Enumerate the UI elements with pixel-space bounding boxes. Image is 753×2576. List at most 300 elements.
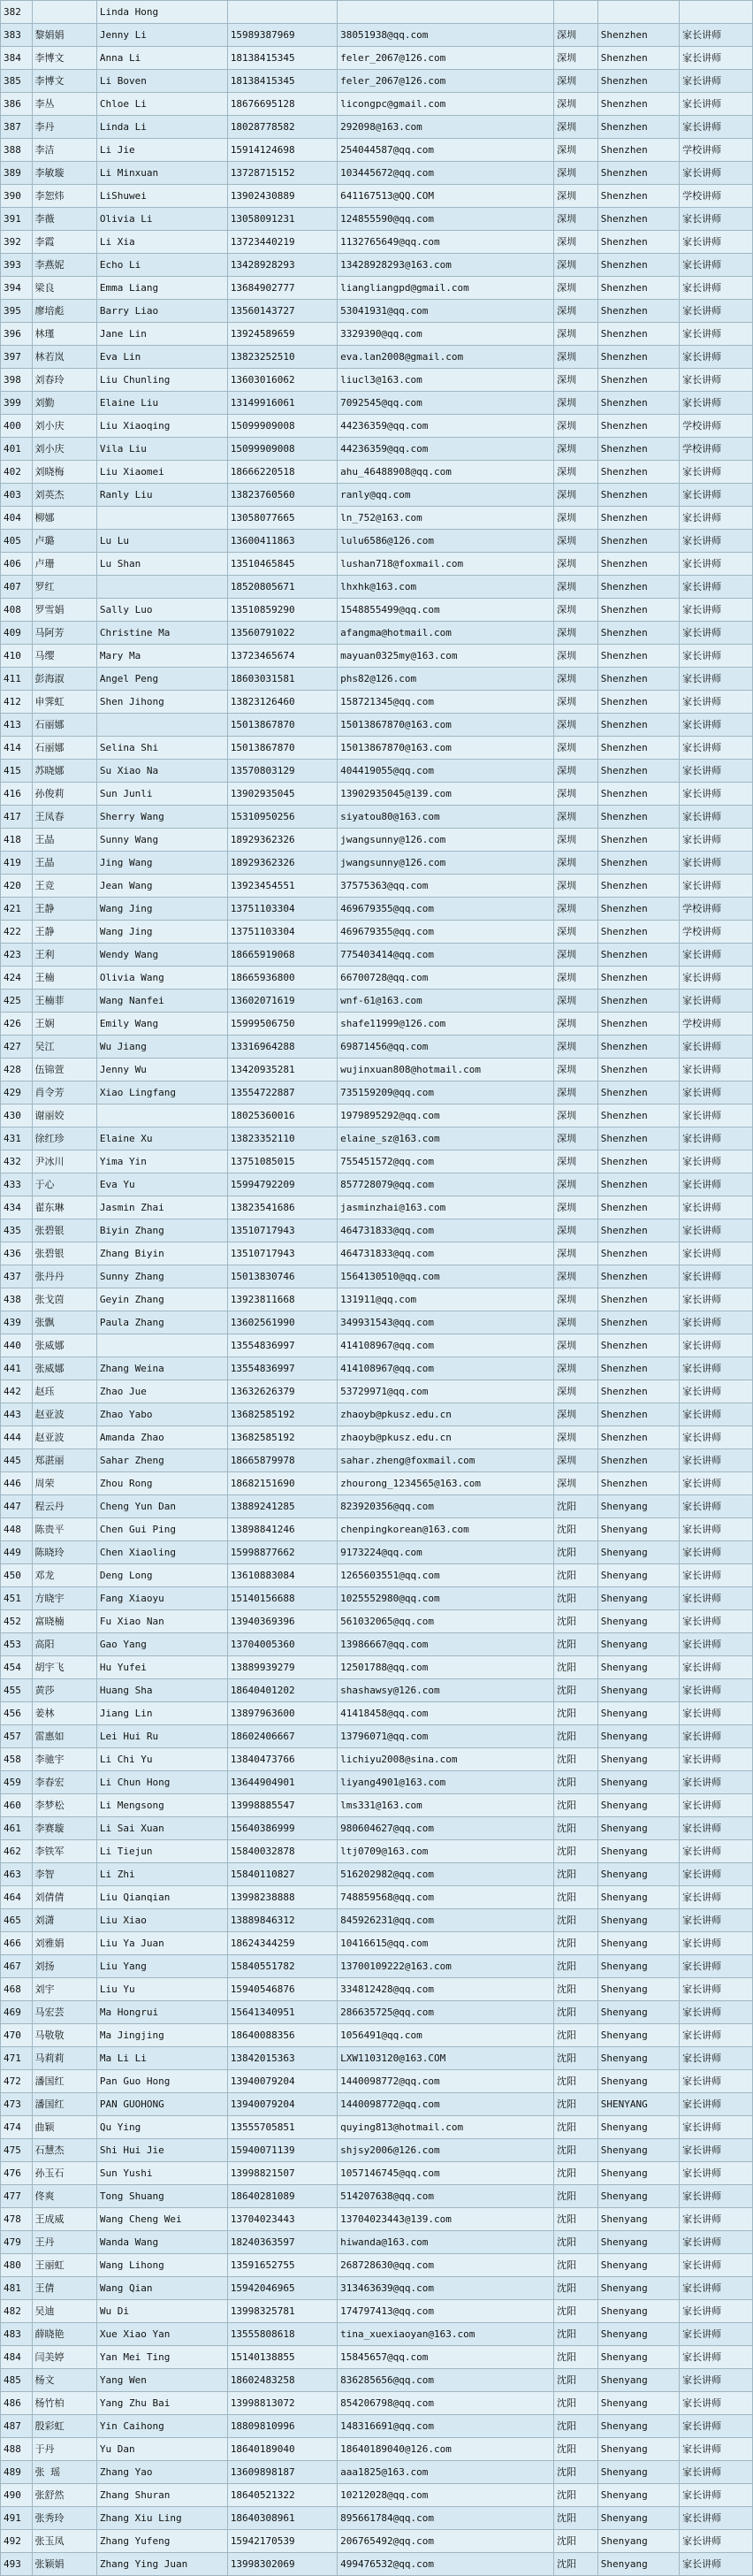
city-en-cell: Shenzhen: [597, 875, 679, 898]
table-row: [1, 1082, 753, 1105]
english-name-cell: Yu Dan: [96, 2438, 227, 2461]
role-cell: 家长讲师: [680, 2162, 753, 2185]
chinese-name-cell: 刘宇: [32, 1978, 96, 2001]
role-cell: 家长讲师: [680, 1311, 753, 1334]
table-row: [1, 323, 753, 346]
row-number-cell: 454: [1, 1656, 33, 1679]
city-en-cell: Shenyang: [597, 2415, 679, 2438]
row-number-cell: 485: [1, 2369, 33, 2392]
phone-cell: 15994792209: [227, 1173, 337, 1196]
row-number-cell: 449: [1, 1541, 33, 1564]
english-name-cell: Tong Shuang: [96, 2185, 227, 2208]
city-cn-cell: 沈阳: [554, 1909, 598, 1932]
email-cell: liangliangpd@gmail.com: [338, 277, 554, 300]
english-name-cell: Ranly Liu: [96, 484, 227, 507]
email-cell: 69871456@qq.com: [338, 1036, 554, 1059]
city-en-cell: Shenyang: [597, 2553, 679, 2576]
city-cn-cell: 沈阳: [554, 1656, 598, 1679]
chinese-name-cell: 苏晓娜: [32, 760, 96, 783]
english-name-cell: Chloe Li: [96, 93, 227, 116]
english-name-cell: Shen Jihong: [96, 691, 227, 714]
english-name-cell: Jean Wang: [96, 875, 227, 898]
city-cn-cell: 沈阳: [554, 2024, 598, 2047]
phone-cell: 13840473766: [227, 1748, 337, 1771]
english-name-cell: Huang Sha: [96, 1679, 227, 1702]
email-cell: 13704023443@139.com: [338, 2208, 554, 2231]
role-cell: 学校讲师: [680, 921, 753, 944]
table-row: [1, 2553, 753, 2576]
city-cn-cell: 沈阳: [554, 1541, 598, 1564]
table-row: [1, 2484, 753, 2507]
city-en-cell: Shenzhen: [597, 24, 679, 47]
english-name-cell: Li Minxuan: [96, 162, 227, 185]
chinese-name-cell: 林瑾: [32, 323, 96, 346]
phone-cell: 18603031581: [227, 668, 337, 691]
table-row: [1, 1863, 753, 1886]
phone-cell: 18682151690: [227, 1472, 337, 1495]
chinese-name-cell: 于丹: [32, 2438, 96, 2461]
table-row: [1, 2530, 753, 2553]
chinese-name-cell: 罗雪娟: [32, 599, 96, 622]
role-cell: [680, 1, 753, 24]
email-cell: 10212028@qq.com: [338, 2484, 554, 2507]
english-name-cell: Sally Luo: [96, 599, 227, 622]
email-cell: lms331@163.com: [338, 1794, 554, 1817]
city-en-cell: Shenzhen: [597, 967, 679, 990]
english-name-cell: Xue Xiao Yan: [96, 2323, 227, 2346]
english-name-cell: Li Jie: [96, 139, 227, 162]
table-row: [1, 1242, 753, 1265]
chinese-name-cell: 殷彩虹: [32, 2415, 96, 2438]
table-row: [1, 1932, 753, 1955]
city-cn-cell: 深圳: [554, 1036, 598, 1059]
chinese-name-cell: 王成威: [32, 2208, 96, 2231]
table-row: [1, 507, 753, 530]
role-cell: 家长讲师: [680, 967, 753, 990]
phone-cell: 18520805671: [227, 576, 337, 599]
email-cell: 514207638@qq.com: [338, 2185, 554, 2208]
row-number-cell: 462: [1, 1840, 33, 1863]
row-number-cell: 405: [1, 530, 33, 553]
city-cn-cell: 深圳: [554, 1059, 598, 1082]
table-row: [1, 2369, 753, 2392]
city-cn-cell: 沈阳: [554, 1955, 598, 1978]
role-cell: 家长讲师: [680, 2323, 753, 2346]
city-cn-cell: 深圳: [554, 553, 598, 576]
city-cn-cell: 深圳: [554, 1219, 598, 1242]
row-number-cell: 468: [1, 1978, 33, 2001]
role-cell: 家长讲师: [680, 1679, 753, 1702]
email-cell: ltj0709@163.com: [338, 1840, 554, 1863]
role-cell: 家长讲师: [680, 1059, 753, 1082]
row-number-cell: 396: [1, 323, 33, 346]
role-cell: 家长讲师: [680, 944, 753, 967]
english-name-cell: Xiao Lingfang: [96, 1082, 227, 1105]
table-row: [1, 2024, 753, 2047]
city-cn-cell: 深圳: [554, 530, 598, 553]
email-cell: afangma@hotmail.com: [338, 622, 554, 645]
row-number-cell: 393: [1, 254, 33, 277]
role-cell: 家长讲师: [680, 1932, 753, 1955]
role-cell: 家长讲师: [680, 1978, 753, 2001]
city-en-cell: Shenyang: [597, 2185, 679, 2208]
table-row: [1, 1426, 753, 1449]
english-name-cell: Li Xia: [96, 231, 227, 254]
row-number-cell: 384: [1, 47, 33, 70]
email-cell: 641167513@QQ.COM: [338, 185, 554, 208]
city-en-cell: Shenyang: [597, 2392, 679, 2415]
city-en-cell: Shenzhen: [597, 576, 679, 599]
role-cell: 家长讲师: [680, 484, 753, 507]
row-number-cell: 489: [1, 2461, 33, 2484]
city-cn-cell: 沈阳: [554, 2047, 598, 2070]
city-cn-cell: 深圳: [554, 1334, 598, 1357]
city-en-cell: Shenzhen: [597, 1059, 679, 1082]
chinese-name-cell: 吴迪: [32, 2300, 96, 2323]
chinese-name-cell: 孙玉石: [32, 2162, 96, 2185]
email-cell: 15013867870@163.com: [338, 737, 554, 760]
phone-cell: 15940071139: [227, 2139, 337, 2162]
role-cell: 家长讲师: [680, 1380, 753, 1403]
english-name-cell: Jane Lin: [96, 323, 227, 346]
table-row: [1, 1, 753, 24]
row-number-cell: 392: [1, 231, 33, 254]
email-cell: chenpingkorean@163.com: [338, 1518, 554, 1541]
city-en-cell: Shenyang: [597, 1518, 679, 1541]
phone-cell: 13998813072: [227, 2392, 337, 2415]
phone-cell: 13428928293: [227, 254, 337, 277]
table-row: [1, 1725, 753, 1748]
role-cell: 家长讲师: [680, 2553, 753, 2576]
email-cell: 292098@163.com: [338, 116, 554, 139]
email-cell: elaine_sz@163.com: [338, 1127, 554, 1150]
phone-cell: 15099909008: [227, 415, 337, 438]
row-number-cell: 394: [1, 277, 33, 300]
city-cn-cell: 深圳: [554, 1265, 598, 1288]
city-en-cell: Shenyang: [597, 1771, 679, 1794]
city-en-cell: Shenzhen: [597, 1150, 679, 1173]
english-name-cell: Shi Hui Jie: [96, 2139, 227, 2162]
email-cell: 469679355@qq.com: [338, 921, 554, 944]
row-number-cell: 391: [1, 208, 33, 231]
row-number-cell: 438: [1, 1288, 33, 1311]
city-en-cell: Shenzhen: [597, 1357, 679, 1380]
row-number-cell: 419: [1, 852, 33, 875]
table-row: [1, 599, 753, 622]
city-en-cell: Shenyang: [597, 1587, 679, 1610]
table-row: [1, 990, 753, 1013]
english-name-cell: Elaine Liu: [96, 392, 227, 415]
role-cell: 家长讲师: [680, 1173, 753, 1196]
chinese-name-cell: [32, 1, 96, 24]
city-cn-cell: 深圳: [554, 415, 598, 438]
city-en-cell: Shenzhen: [597, 530, 679, 553]
email-cell: 1564130510@qq.com: [338, 1265, 554, 1288]
role-cell: 家长讲师: [680, 2484, 753, 2507]
phone-cell: 13603016062: [227, 369, 337, 392]
english-name-cell: Linda Li: [96, 116, 227, 139]
email-cell: licongpc@gmail.com: [338, 93, 554, 116]
table-row: [1, 1955, 753, 1978]
role-cell: 家长讲师: [680, 2231, 753, 2254]
english-name-cell: Liu Chunling: [96, 369, 227, 392]
email-cell: 836285656@qq.com: [338, 2369, 554, 2392]
city-en-cell: Shenzhen: [597, 645, 679, 668]
row-number-cell: 440: [1, 1334, 33, 1357]
row-number-cell: 473: [1, 2093, 33, 2116]
row-number-cell: 409: [1, 622, 33, 645]
city-en-cell: Shenyang: [597, 1840, 679, 1863]
english-name-cell: Jing Wang: [96, 852, 227, 875]
city-en-cell: Shenzhen: [597, 553, 679, 576]
row-number-cell: 464: [1, 1886, 33, 1909]
email-cell: hiwanda@163.com: [338, 2231, 554, 2254]
city-en-cell: Shenzhen: [597, 162, 679, 185]
english-name-cell: Anna Li: [96, 47, 227, 70]
email-cell: zhourong_1234565@163.com: [338, 1472, 554, 1495]
email-cell: 748859568@qq.com: [338, 1886, 554, 1909]
email-cell: 12501788@qq.com: [338, 1656, 554, 1679]
english-name-cell: PAN GUOHONG: [96, 2093, 227, 2116]
role-cell: 家长讲师: [680, 277, 753, 300]
city-cn-cell: 深圳: [554, 1150, 598, 1173]
chinese-name-cell: 谢丽姣: [32, 1105, 96, 1127]
english-name-cell: Zhang Xiu Ling: [96, 2507, 227, 2530]
chinese-name-cell: 李丹: [32, 116, 96, 139]
row-number-cell: 406: [1, 553, 33, 576]
city-cn-cell: 沈阳: [554, 2185, 598, 2208]
city-cn-cell: 沈阳: [554, 2277, 598, 2300]
city-en-cell: Shenyang: [597, 1932, 679, 1955]
email-cell: 174797413@qq.com: [338, 2300, 554, 2323]
city-cn-cell: 沈阳: [554, 2507, 598, 2530]
role-cell: 家长讲师: [680, 737, 753, 760]
english-name-cell: Selina Shi: [96, 737, 227, 760]
table-row: [1, 1059, 753, 1082]
chinese-name-cell: 马宏芸: [32, 2001, 96, 2024]
phone-cell: 13823541686: [227, 1196, 337, 1219]
phone-cell: 13560791022: [227, 622, 337, 645]
chinese-name-cell: 张玉凤: [32, 2530, 96, 2553]
row-number-cell: 480: [1, 2254, 33, 2277]
english-name-cell: Vila Liu: [96, 438, 227, 461]
chinese-name-cell: 尹冰川: [32, 1150, 96, 1173]
city-cn-cell: 沈阳: [554, 1495, 598, 1518]
role-cell: 家长讲师: [680, 2530, 753, 2553]
city-cn-cell: 深圳: [554, 1242, 598, 1265]
table-row: [1, 944, 753, 967]
city-cn-cell: [554, 1, 598, 24]
city-en-cell: Shenyang: [597, 1656, 679, 1679]
english-name-cell: Sunny Wang: [96, 829, 227, 852]
phone-cell: 13555705851: [227, 2116, 337, 2139]
city-cn-cell: 深圳: [554, 1173, 598, 1196]
phone-cell: 18666220518: [227, 461, 337, 484]
row-number-cell: 441: [1, 1357, 33, 1380]
phone-cell: 13570803129: [227, 760, 337, 783]
email-cell: eva.lan2008@gmail.com: [338, 346, 554, 369]
email-cell: 44236359@qq.com: [338, 415, 554, 438]
role-cell: 家长讲师: [680, 2415, 753, 2438]
email-cell: ahu_46488908@qq.com: [338, 461, 554, 484]
city-en-cell: Shenyang: [597, 2438, 679, 2461]
city-cn-cell: 深圳: [554, 185, 598, 208]
city-cn-cell: 深圳: [554, 691, 598, 714]
city-en-cell: Shenzhen: [597, 714, 679, 737]
table-row: [1, 2001, 753, 2024]
city-en-cell: Shenzhen: [597, 1449, 679, 1472]
chinese-name-cell: 李洁: [32, 139, 96, 162]
city-en-cell: Shenzhen: [597, 116, 679, 139]
row-number-cell: 435: [1, 1219, 33, 1242]
phone-cell: 13823252510: [227, 346, 337, 369]
table-row: [1, 231, 753, 254]
phone-cell: 13998821507: [227, 2162, 337, 2185]
city-en-cell: Shenyang: [597, 2346, 679, 2369]
english-name-cell: Elaine Xu: [96, 1127, 227, 1150]
english-name-cell: Olivia Wang: [96, 967, 227, 990]
role-cell: 家长讲师: [680, 231, 753, 254]
table-row: [1, 47, 753, 70]
email-cell: lushan718@foxmail.com: [338, 553, 554, 576]
city-cn-cell: 沈阳: [554, 1679, 598, 1702]
table-row: [1, 1656, 753, 1679]
table-row: [1, 1840, 753, 1863]
phone-cell: 13510717943: [227, 1242, 337, 1265]
city-cn-cell: 沈阳: [554, 1932, 598, 1955]
email-cell: 404419055@qq.com: [338, 760, 554, 783]
english-name-cell: Sahar Zheng: [96, 1449, 227, 1472]
chinese-name-cell: 闫美婷: [32, 2346, 96, 2369]
email-cell: shashawsy@126.com: [338, 1679, 554, 1702]
english-name-cell: Li Mengsong: [96, 1794, 227, 1817]
english-name-cell: [96, 1105, 227, 1127]
city-cn-cell: 沈阳: [554, 1771, 598, 1794]
table-row: [1, 1794, 753, 1817]
role-cell: 家长讲师: [680, 461, 753, 484]
phone-cell: 15310950256: [227, 806, 337, 829]
chinese-name-cell: 王竞: [32, 875, 96, 898]
phone-cell: 15099909008: [227, 438, 337, 461]
phone-cell: 13602071619: [227, 990, 337, 1013]
english-name-cell: Mary Ma: [96, 645, 227, 668]
city-cn-cell: 深圳: [554, 323, 598, 346]
phone-cell: 13940079204: [227, 2070, 337, 2093]
role-cell: 家长讲师: [680, 1403, 753, 1426]
row-number-cell: 389: [1, 162, 33, 185]
email-cell: 1548855499@qq.com: [338, 599, 554, 622]
city-en-cell: Shenzhen: [597, 1426, 679, 1449]
table-row: [1, 346, 753, 369]
role-cell: 家长讲师: [680, 2024, 753, 2047]
email-cell: 44236359@qq.com: [338, 438, 554, 461]
table-row: [1, 2231, 753, 2254]
email-cell: 313463639@qq.com: [338, 2277, 554, 2300]
city-en-cell: Shenyang: [597, 1794, 679, 1817]
city-en-cell: Shenyang: [597, 2461, 679, 2484]
row-number-cell: 426: [1, 1013, 33, 1036]
role-cell: 家长讲师: [680, 576, 753, 599]
english-name-cell: Zhang Ying Juan: [96, 2553, 227, 2576]
role-cell: 家长讲师: [680, 70, 753, 93]
table-row: [1, 392, 753, 415]
city-cn-cell: 深圳: [554, 967, 598, 990]
table-row: [1, 461, 753, 484]
row-number-cell: 479: [1, 2231, 33, 2254]
table-row: [1, 1702, 753, 1725]
english-name-cell: Cheng Yun Dan: [96, 1495, 227, 1518]
role-cell: 家长讲师: [680, 2461, 753, 2484]
chinese-name-cell: 程云丹: [32, 1495, 96, 1518]
row-number-cell: 483: [1, 2323, 33, 2346]
email-cell: 66700728@qq.com: [338, 967, 554, 990]
phone-cell: 13609898187: [227, 2461, 337, 2484]
city-cn-cell: 沈阳: [554, 2438, 598, 2461]
city-cn-cell: 深圳: [554, 1013, 598, 1036]
email-cell: lhxhk@163.com: [338, 576, 554, 599]
email-cell: 206765492@qq.com: [338, 2530, 554, 2553]
phone-cell: 15013830746: [227, 1265, 337, 1288]
table-row: [1, 760, 753, 783]
city-en-cell: Shenzhen: [597, 1472, 679, 1495]
chinese-name-cell: 潘国红: [32, 2070, 96, 2093]
city-cn-cell: 沈阳: [554, 2254, 598, 2277]
chinese-name-cell: 卢璐: [32, 530, 96, 553]
phone-cell: 18676695128: [227, 93, 337, 116]
chinese-name-cell: 石丽娜: [32, 737, 96, 760]
row-number-cell: 492: [1, 2530, 33, 2553]
city-en-cell: Shenyang: [597, 2530, 679, 2553]
english-name-cell: Zhang Biyin: [96, 1242, 227, 1265]
city-cn-cell: 深圳: [554, 277, 598, 300]
city-en-cell: Shenzhen: [597, 898, 679, 921]
phone-cell: 13554836997: [227, 1334, 337, 1357]
english-name-cell: Sherry Wang: [96, 806, 227, 829]
email-cell: phs82@126.com: [338, 668, 554, 691]
city-cn-cell: 深圳: [554, 1426, 598, 1449]
city-cn-cell: 深圳: [554, 254, 598, 277]
chinese-name-cell: 王娴: [32, 1013, 96, 1036]
phone-cell: 13316964288: [227, 1036, 337, 1059]
row-number-cell: 445: [1, 1449, 33, 1472]
email-cell: sahar.zheng@foxmail.com: [338, 1449, 554, 1472]
row-number-cell: 446: [1, 1472, 33, 1495]
row-number-cell: 424: [1, 967, 33, 990]
chinese-name-cell: 林若岚: [32, 346, 96, 369]
table-row: [1, 2139, 753, 2162]
chinese-name-cell: 杨文: [32, 2369, 96, 2392]
table-row: [1, 1771, 753, 1794]
phone-cell: 18138415345: [227, 70, 337, 93]
chinese-name-cell: 黄莎: [32, 1679, 96, 1702]
english-name-cell: Jenny Wu: [96, 1059, 227, 1082]
english-name-cell: Fu Xiao Nan: [96, 1610, 227, 1633]
role-cell: 家长讲师: [680, 1955, 753, 1978]
phone-cell: 18640521322: [227, 2484, 337, 2507]
table-row: [1, 208, 753, 231]
city-cn-cell: 深圳: [554, 208, 598, 231]
table-row: [1, 1380, 753, 1403]
city-en-cell: Shenyang: [597, 1817, 679, 1840]
role-cell: 家长讲师: [680, 2507, 753, 2530]
chinese-name-cell: 杨竹柏: [32, 2392, 96, 2415]
role-cell: 家长讲师: [680, 1771, 753, 1794]
email-cell: 148316691@qq.com: [338, 2415, 554, 2438]
chinese-name-cell: 李燕妮: [32, 254, 96, 277]
english-name-cell: Li Chi Yu: [96, 1748, 227, 1771]
email-cell: 13700109222@163.com: [338, 1955, 554, 1978]
city-cn-cell: 深圳: [554, 1082, 598, 1105]
